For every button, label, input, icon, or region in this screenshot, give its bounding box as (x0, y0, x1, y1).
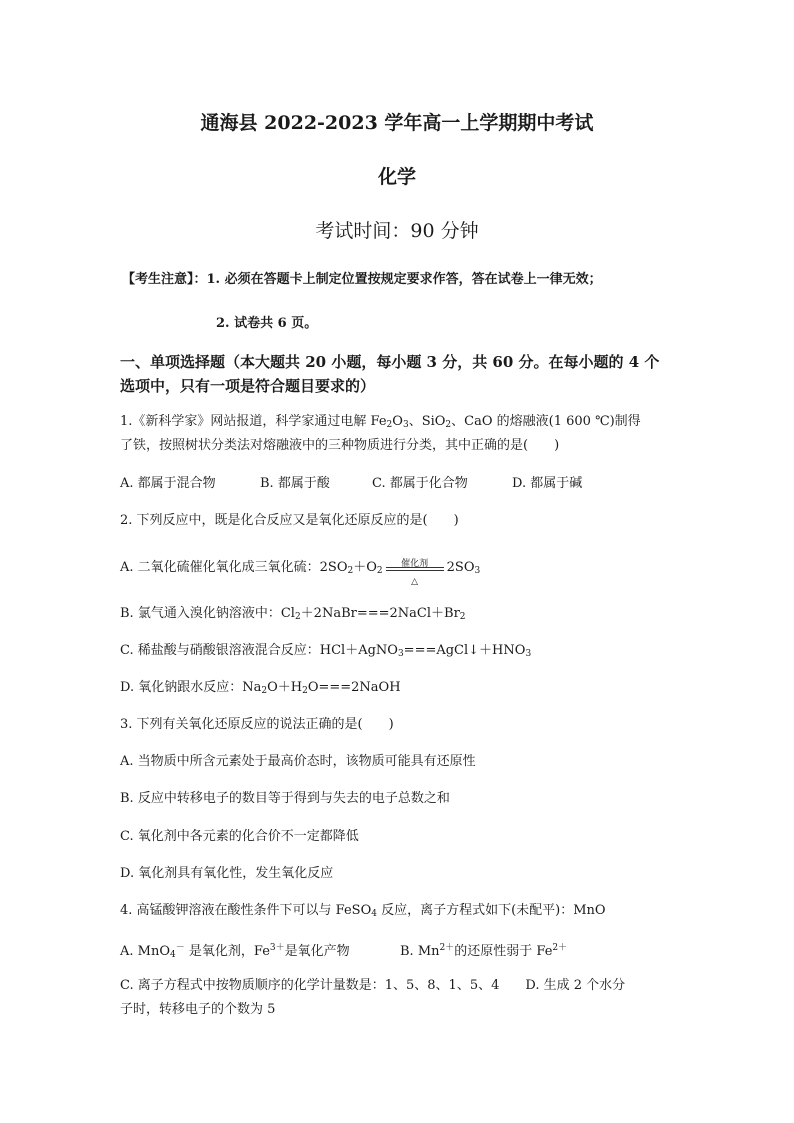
section-heading-line-2: 选项中，只有一项是符合题目要求的） (120, 377, 376, 395)
q2-option-b: B. 氯气通入溴化钠溶液中：$Cl_2+2NaBr===2NaCl+Br_2$ (120, 606, 466, 622)
q3-option-a: A. 当物质中所含元素处于最高价态时，该物质可能具有还原性 (120, 754, 476, 769)
exam-time: 考试时间：90 分钟 (315, 220, 479, 242)
q3-option-d: D. 氧化剂具有氧化性，发生氧化反应 (120, 866, 334, 881)
subject-title: 化学 (377, 166, 416, 188)
q1-stem-line-2: 了铁，按照树状分类法对熔融液中的三种物质进行分类，其中正确的是( ) (120, 438, 560, 453)
q1-option-a: A. 都属于混合物 (120, 476, 216, 491)
q1-option-b: B. 都属于酸 (260, 476, 330, 491)
notice-line-1: 【考生注意】：1. 必须在答题卡上制定位置按规定要求作答，答在试卷上一律无效； (122, 272, 602, 287)
reaction-condition-arrow: 催化剂 △ (384, 561, 446, 575)
notice-line-2: 2. 试卷共 6 页。 (216, 316, 318, 331)
exam-title: 通海县 2022-2023 学年高一上学期期中考试 (200, 112, 594, 134)
q1-stem-line-1: 1.《新科学家》网站报道，科学家通过电解 $Fe_2O_3$、SiO$_2$、CaO 的熔融液(1 600 ℃)制得 (120, 414, 641, 430)
q4-stem: 4. 高锰酸钾溶液在酸性条件下可以与 FeSO$_4$ 反应，离子方程式如下(未配平)：MnO (120, 903, 606, 919)
q4-option-b: B. $Mn^{2+}$的还原性弱于 $Fe^{2+}$ (400, 943, 568, 959)
q4-option-c-d-line-1: C. 离子方程式中按物质顺序的化学计量数是：1、5、8、1、5、4 D. 生成 2 个水分 (120, 978, 626, 993)
q1-option-c: C. 都属于化合物 (372, 476, 468, 491)
q2-option-d: D. 氧化钠跟水反应：$Na_2O+H_2O===2NaOH$ (120, 680, 401, 696)
q4-option-a: A. MnO$_4$－ 是氧化剂，$Fe^{3+}$是氧化产物 (120, 943, 350, 960)
q3-option-b: B. 反应中转移电子的数目等于得到与失去的电子总数之和 (120, 791, 450, 806)
q2-option-a: A. 二氧化硫催化氧化成三氧化硫：$2SO_2+O_2$ 催化剂 △ $2SO_3$ (120, 558, 481, 587)
q3-stem: 3. 下列有关氧化还原反应的说法正确的是( ) (120, 717, 394, 732)
q4-option-d-line-2: 子时，转移电子的个数为 5 (120, 1002, 276, 1017)
q2-stem: 2. 下列反应中，既是化合反应又是氧化还原反应的是( ) (120, 513, 459, 528)
q2-option-c: C. 稀盐酸与硝酸银溶液混合反应：$HCl+AgNO_3===AgCl↓+HNO_3$ (120, 643, 532, 659)
q1-option-d: D. 都属于碱 (512, 476, 583, 491)
q3-option-c: C. 氧化剂中各元素的化合价不一定都降低 (120, 829, 359, 844)
section-heading-line-1: 一、单项选择题（本大题共 20 小题，每小题 3 分，共 60 分。在每小题的 4 个 (120, 353, 660, 371)
